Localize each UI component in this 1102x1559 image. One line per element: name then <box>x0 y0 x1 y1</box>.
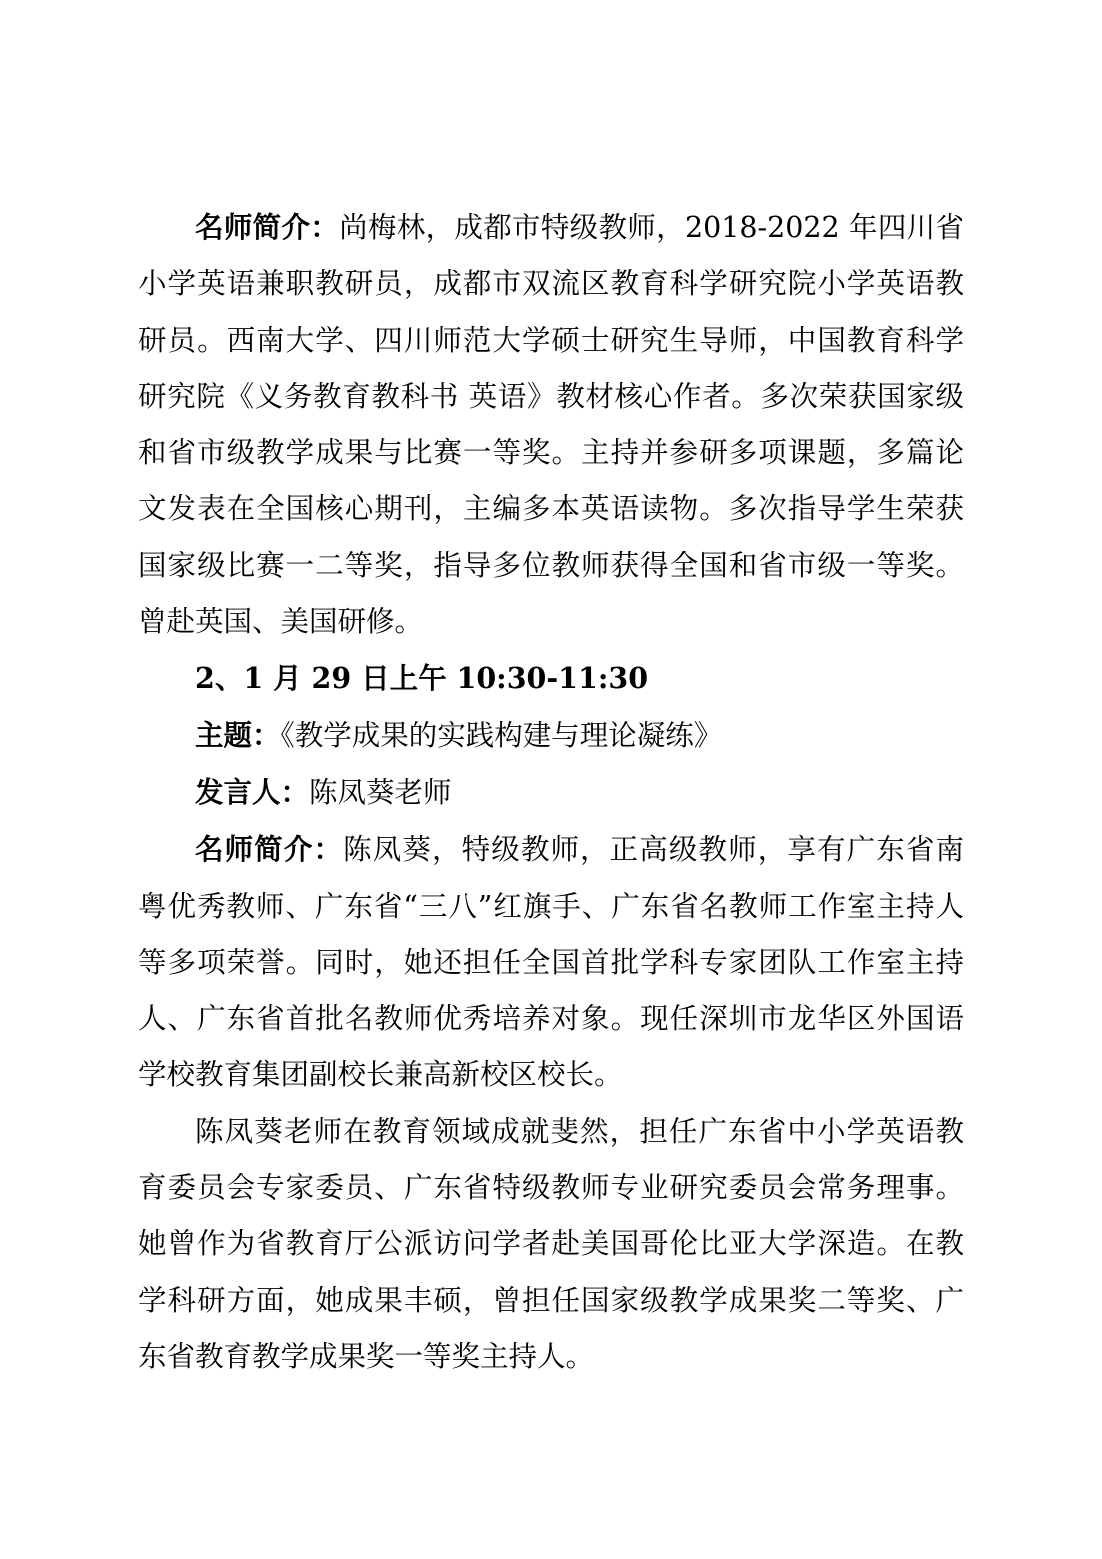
session-heading: 2、1 月 29 日上午 10:30-11:30 <box>195 661 649 696</box>
intro-text: 尚梅林，成都市特级教师，2018-2022 年四川省小学英语兼职教研员，成都市双流区教育科学研究院小学英语教研员。西南大学、四川师范大学硕士研究生导师，中国教育科学研究院《义务教育教科书 英语》教材核心作者。多次荣获国家级和省市级教学成果与比赛一等奖。主持并参研多项课题，多篇论文发表在全国核心期刊，主编多本英语读物。多次指导学生荣获国家级比赛一二等奖，指导多位教师获得全国和省市级一等奖。曾赴英国、美国研修。 <box>138 211 964 639</box>
achievements-paragraph: 陈凤葵老师在教育领域成就斐然，担任广东省中小学英语教育委员会专家委员、广东省特级教师专业研究委员会常务理事。她曾作为省教育厅公派访问学者赴美国哥伦比亚大学深造。在教学科研方面，她成果丰硕，曾担任国家级教学成果奖二等奖、广东省教育教学成果奖一等奖主持人。 <box>138 1114 964 1373</box>
theme-line <box>138 707 964 764</box>
speaker-label: 发言人： <box>195 774 310 809</box>
theme-label: 主题： <box>195 717 281 752</box>
speaker-text: 陈凤葵老师 <box>309 775 452 809</box>
speaker-line <box>138 764 964 821</box>
teacher-intro-paragraph-1 <box>138 199 964 650</box>
intro-label: 名师简介： <box>195 832 344 867</box>
intro-label: 名师简介： <box>195 210 340 244</box>
document-page <box>138 199 964 1385</box>
teacher-intro-paragraph-2 <box>138 821 964 1103</box>
intro-text: 陈凤葵，特级教师，正高级教师，享有广东省南粤优秀教师、广东省“三八”红旗手、广东省名教师工作室主持人等多项荣誉。同时，她还担任全国首批学科专家团队工作室主持人、广东省首批名教师优秀培养对象。现任深圳市龙华区外国语学校教育集团副校长兼高新校区校长。 <box>138 833 964 1092</box>
theme-text: 《教学成果的实践构建与理论凝练》 <box>280 718 723 752</box>
